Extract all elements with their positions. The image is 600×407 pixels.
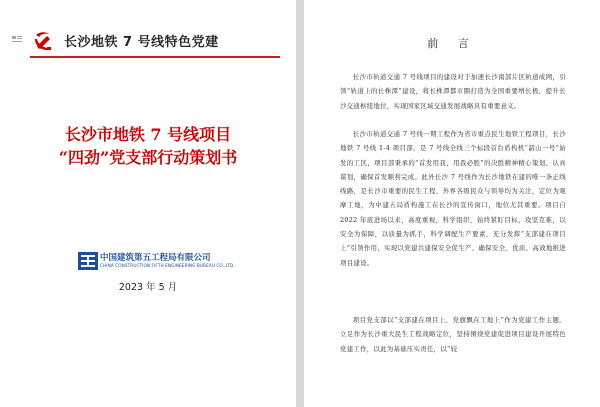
preface-heading: 前 言 (427, 37, 477, 50)
header-divider (30, 56, 280, 58)
page-nav-icon[interactable] (12, 36, 22, 44)
cover-page (0, 0, 296, 407)
preface-paragraph (340, 70, 566, 113)
cover-title-line1: 长沙市地铁 7 号线项目 (64, 125, 232, 144)
paragraph-text: 长沙市轨道交通 7 号线项目的建设对于加速长沙南部片区轨道成网，引领“轨道上的长株潭”建设，将长株潭都市圈打造为全国重要增长极，提升长沙交通枢纽地位，实现国家区域交通发展战略具有重要意义。 (340, 73, 566, 110)
cscec-logo-icon (78, 252, 98, 270)
company-name-en: CHINA CONSTRUCTION FIFTH ENGINEERING BUREAU CO.,LTD. (100, 263, 235, 268)
paragraph-text: 项目党支部以“支部建在项目上，党旗飘在工地上”作为党建工作主题。立足作为长沙重大民生工程战略定位，坚持围绕党建促进项目建设开展特色党建工作，以此为基础压实责任，以“较 (340, 316, 566, 353)
cover-title-line2: “四劲”党支部行动策划书 (58, 148, 238, 167)
paragraph-text: 长沙市轨道交通 7 号线一期工程作为省市重点民生地铁工程项目，长沙地铁 7 号线 1-4 项目部，是 7 号线全线三个标段首台盾构机“韶山一号”始发的工区，项目部秉承的“首发用我，用我必胜”的决胜精神精心策划、认真谋划，确保首发顺利完成。此外长沙 7 号线作为长沙地铁在建的唯一条正线线路，是长沙市重要的民生工程，外界各级民众与领导均为关注，定位为观摩工地，为中建五局盾构施工在长沙的宣传窗口，地位尤其重要。项目自 2022 年底进场以来，高度重视，科学组织，始终紧盯目标，攻坚克难，以安全为保障，以质量为抓手，科学调配生产要素，充分发挥“支部建在项目上”引领作用，实现以党建共建保安全促生产、确保安全、优质、高效地推进项目建设。 (340, 130, 566, 267)
company-name-cn: 中国建筑第五工程局有限公司 (100, 253, 211, 263)
preface-paragraph (340, 313, 566, 356)
header-title: 长沙地铁 7 号线特色党建 (64, 35, 219, 50)
cover-date: 2023 年 5 月 (118, 282, 178, 293)
party-emblem-icon (32, 30, 54, 52)
preface-paragraph (340, 127, 566, 270)
company-logo (78, 251, 235, 273)
preface-page (304, 0, 600, 407)
